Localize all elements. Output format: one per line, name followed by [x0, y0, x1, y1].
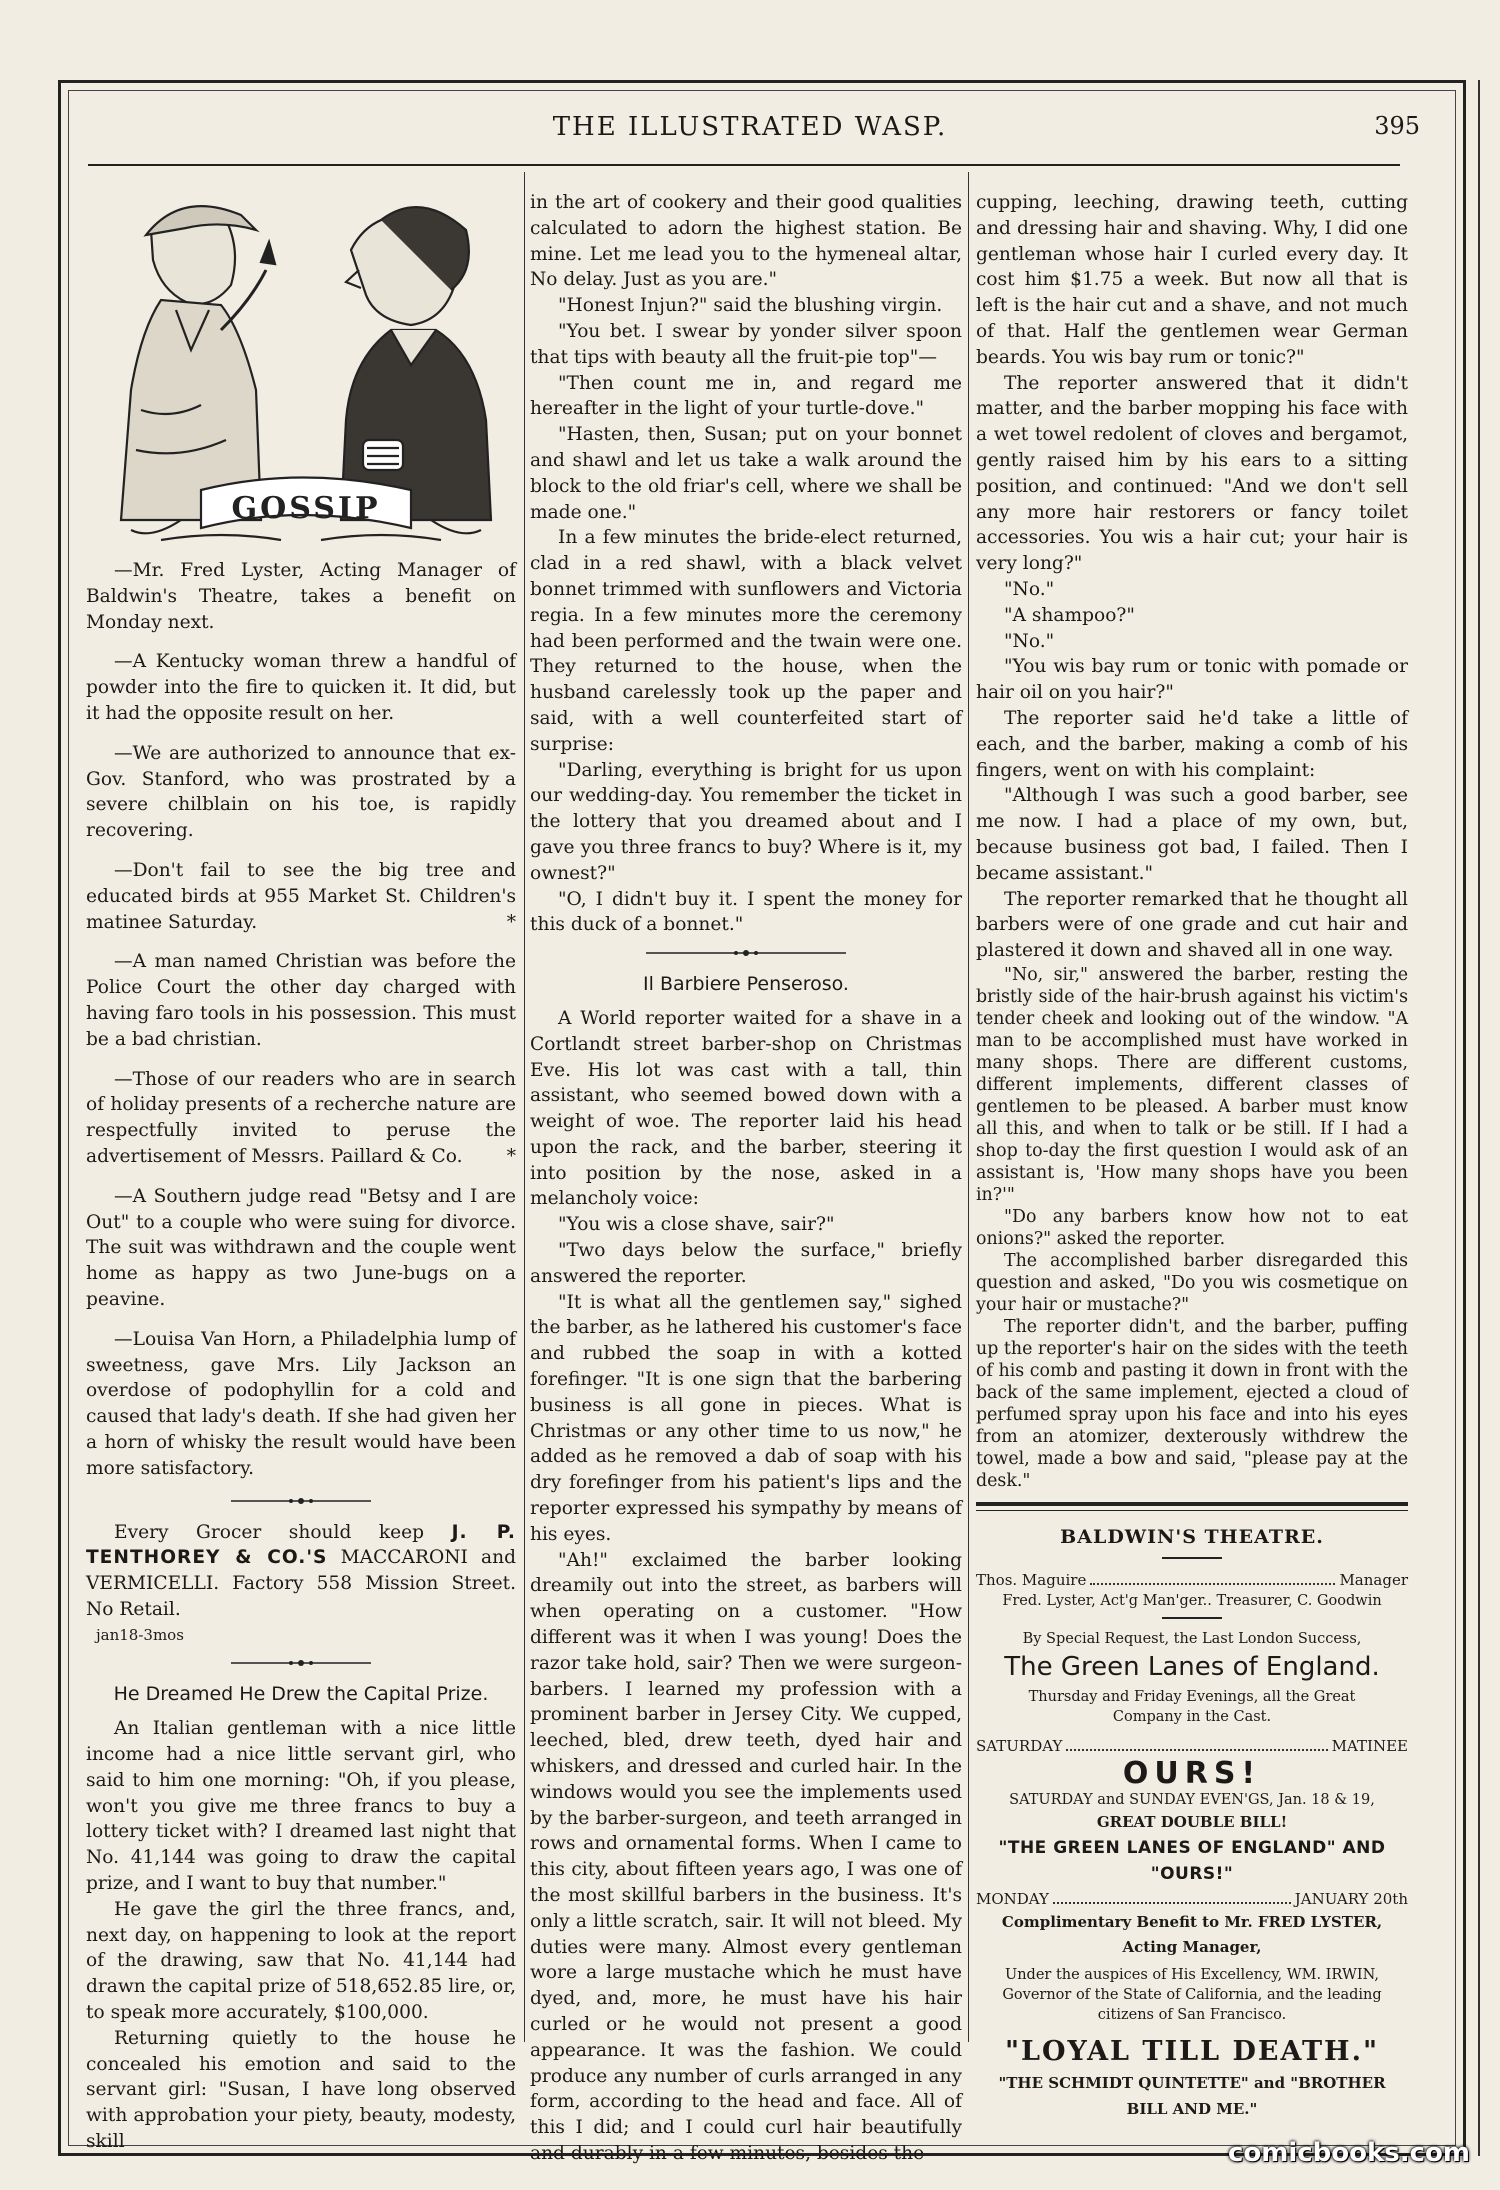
playbill-rule	[976, 1510, 1408, 1511]
grocer-advertisement: Every Grocer should keep J. P. TENTHOREY & CO.'S MACCARONI and VERMICELLI. Factory 558 Mission Street. No Retail. jan18-3mos	[86, 1520, 516, 1649]
gossip-item: —Louisa Van Horn, a Philadelphia lump of sweetness, gave Mrs. Lily Jackson an overdose of podophyllin for a cold and caused that lady's death. If she had given her a horn of whisky the result would have been more satisfactory.	[86, 1328, 516, 1479]
section-ornament	[530, 948, 962, 958]
gossip-item: —A Southern judge read "Betsy and I are Out" to a couple who were suing for divorce. The suit was withdrawn and the couple went home as happy as two June-bugs on a peavine.	[86, 1185, 516, 1310]
playbill-divider	[1162, 1557, 1222, 1559]
story-paragraph: "Ah!" exclaimed the barber looking dreamily out into the street, as barbers will when operating on a customer. "How different was it when I was young! Does the razor take hold, sair? Then we were surgeon-barbers. I learned my profession with a prominent barber in Jersey City. We cupped, leeched, bled, drew teeth, dyed hair and whiskers, and dressed and curled hair. In the windows would you see the implements used by the barber-surgeon, and teeth arranged in rows and ornamental forms. When I came to this city, about fifteen years ago, I was one of the most skillful barbers in the business. It's only a little scratch, sair. It will not bleed. My duties were many. Almost every gentleman wore a large mustache which he must have dyed, and, more, he must have his hair curled or he would not present a good appearance. It was the fashion. We could produce any number of curls arranged in any form, according to the head and face. All of this I did; and I could curl hair beautifully and durably in a few minutes, besides the	[530, 1549, 962, 2164]
page-header	[80, 112, 1420, 152]
section-ornament	[86, 1658, 516, 1668]
story-paragraph: "You wis bay rum or tonic with pomade or hair oil on you hair?"	[976, 656, 1408, 704]
story-paragraph: He gave the girl the three francs, and, next day, on happening to look at the report of the drawing, saw that No. 41,144 had drawn the capital prize of 518,652.85 lire, or, to speak more accurately, $100,000.	[86, 1898, 516, 2024]
story-paragraph: in the art of cookery and their good qualities calculated to adorn the highest station. Be mine. Let me lead you to the hymeneal altar, No delay. Just as you are."	[530, 192, 962, 291]
story-paragraph: The reporter said he'd take a little of each, and the barber, making a comb of his fingers, went on with his complaint:	[976, 707, 1408, 781]
story-paragraph: A World reporter waited for a shave in a Cortlandt street barber-shop on Christmas Eve. His lot was cast with a tall, thin assistant, who seemed bowed down with a weight of woe. The reporter laid his head upon the rack, and the barber, steering it into position by the nose, asked in a melancholy voice:	[530, 1007, 962, 1210]
star-mark: *	[506, 911, 516, 933]
story-paragraph: "You wis a close shave, sair?"	[558, 1214, 835, 1236]
star-mark: *	[506, 1145, 516, 1167]
show-times: Thursday and Friday Evenings, all the Great Company in the Cast.	[1028, 1688, 1356, 1725]
column-divider	[524, 172, 525, 2042]
saturday-line: SATURDAY MATINEE	[976, 1736, 1408, 1755]
after-piece: "THE SCHMIDT QUINTETTE" and "BROTHER BILL AND ME."	[998, 2074, 1386, 2118]
story-paragraph: "Do any barbers know how not to eat onions?" asked the reporter.	[976, 1206, 1408, 1249]
page-edge-rule	[1478, 80, 1480, 2156]
story-paragraph: Returning quietly to the house he concealed his emotion and said to the servant girl: "Susan, I have long observed with approbation your piety, beauty, modesty, skill	[86, 2027, 516, 2153]
monday-line: MONDAY JANUARY 20th	[976, 1889, 1408, 1908]
dense-text-block	[976, 964, 1408, 1492]
double-bill-heading: GREAT DOUBLE BILL!	[1096, 1813, 1288, 1832]
story-paragraph: "You bet. I swear by yonder silver spoon that tips with beauty all the fruit-pie top"—	[530, 320, 962, 368]
story-paragraph: "Darling, everything is bright for us upon our wedding-day. You remember the ticket in the lottery that you dreamed about and I gave you three francs to buy? Where is it, my ownest?"	[530, 759, 962, 884]
story-paragraph: "O, I didn't buy it. I spent the money for this duck of a bonnet."	[530, 888, 962, 936]
double-bill-titles: "THE GREEN LANES OF ENGLAND" AND "OURS!"	[998, 1838, 1386, 1884]
gossip-item: —A Kentucky woman threw a handful of powder into the fire to quicken it. It did, but it had the opposite result on her.	[86, 651, 516, 724]
story-paragraph: "Honest Injun?" said the blushing virgin.	[558, 295, 943, 317]
playbill-rule	[976, 1502, 1408, 1506]
story-paragraph: cupping, leeching, drawing teeth, cutting and dressing hair and shaving. Why, I did one gentleman whose hair I curled every day. It cost him $1.75 a week. But now all that is left is the hair cut and a shave, and not much of that. Half the gentlemen wear German beards. You wis bay rum or tonic?"	[976, 192, 1408, 368]
story-paragraph: "No."	[1004, 578, 1055, 600]
column-1	[86, 190, 516, 2155]
gossip-item: —We are authorized to announce that ex-Gov. Stanford, who was prostrated by a severe chilblain on his toe, is rapidly recovering.	[86, 742, 516, 842]
story-paragraph: The reporter answered that it didn't matter, and the barber mopping his face with a wet towel redolent of cloves and bergamot, gently raised him by his ears to a sitting position, and continued: "And we don't sell any more hair restorers or fancy toilet accessories. You wis a hair cut; your hair is very long?"	[976, 372, 1408, 575]
column-divider	[968, 172, 969, 2042]
ad-code: jan18-3mos	[96, 1625, 184, 1644]
section-ornament	[86, 1496, 516, 1506]
column-3	[976, 190, 1408, 2123]
site-watermark: comicbooks.com	[1227, 2138, 1470, 2168]
story-paragraph: "Although I was such a good barber, see me now. I had a place of my own, but, because business got bad, I failed. Then I became assistant."	[976, 785, 1408, 884]
story-paragraph: "A shampoo?"	[1004, 604, 1135, 626]
theatre-playbill	[976, 1525, 1408, 2123]
theatre-name: BALDWIN'S THEATRE.	[1060, 1525, 1324, 1548]
benefit-line: Complimentary Benefit to Mr. FRED LYSTER, Acting Manager,	[1001, 1912, 1383, 1957]
gossip-item: —Those of our readers who are in search of holiday presents of a recherche nature are respectfully invited to peruse the advertisement of Messrs. Paillard & Co. *	[86, 1067, 516, 1170]
story-paragraph: "No."	[1004, 630, 1055, 652]
auspices-line: Under the auspices of His Excellency, WM. IRWIN, Governor of the State of California, and the leading citizens of San Francisco.	[1002, 1967, 1382, 2024]
story-paragraph: "No, sir," answered the barber, resting the bristly side of the hair-brush against his victim's tender cheek and looking out of the window. "A man to be accomplished must have worked in many shops. There are different customs, different implements, different classes of gentlemen to be pleased. A barber must know all this, and when to talk or be still. If I had a shop to-day the first question I would ask of an assistant is, 'How many shops have you been in?'"	[976, 964, 1408, 1205]
story-paragraph: The accomplished barber disregarded this question and asked, "Do you wis cosmetique on your hair or mustache?"	[976, 1250, 1408, 1315]
show-title: The Green Lanes of England.	[1004, 1651, 1380, 1682]
staff-line: Fred. Lyster, Act'g Man'ger.. Treasurer, C. Goodwin	[1002, 1592, 1382, 1609]
ours-title: OURS!	[1122, 1755, 1262, 1791]
double-bill-date: SATURDAY and SUNDAY EVEN'GS, Jan. 18 & 19,	[1009, 1792, 1375, 1809]
header-rule	[88, 164, 1400, 166]
story-paragraph: The reporter remarked that he thought all barbers were of one grade and cut hair and plastered it down and shaved all in one way.	[976, 888, 1408, 962]
gossip-item: —A man named Christian was before the Police Court the other day charged with having faro tools in his possession. This must be a bad christian.	[86, 951, 516, 1050]
story-paragraph: "It is what all the gentlemen say," sighed the barber, as he lathered his customer's face and rubbed the soap in with a kotted forefinger. "It is one sign that the barbering business is all gone in pieces. What is Christmas or any other time to us now," he added as he removed a dab of soap with his dry forefinger from his patient's lips and the reporter expressed his sympathy by means of his eyes.	[530, 1291, 962, 1545]
gossip-item: —Mr. Fred Lyster, Acting Manager of Baldwin's Theatre, takes a benefit on Monday next.	[86, 560, 516, 633]
page-number: 395	[1374, 112, 1420, 140]
section-title: Il Barbiere Penseroso.	[643, 973, 849, 996]
story-paragraph: "Hasten, then, Susan; put on your bonnet and shawl and let us take a walk around the block to the old friar's cell, where we shall be made one."	[530, 424, 962, 523]
gossip-banner-text: GOSSIP	[231, 491, 381, 526]
story-paragraph: In a few minutes the bride-elect returned, clad in a red shawl, with a black velvet bonnet trimmed with sunflowers and Victoria regia. In a few minutes more the ceremony had been performed and the twain were one. They returned to the house, when the husband carelessly took up the paper and said, with a well counterfeited start of surprise:	[530, 527, 962, 755]
gossip-illustration	[91, 190, 511, 550]
gossip-item: —Don't fail to see the big tree and educated birds at 955 Market St. Children's matinee Saturday. *	[86, 858, 516, 935]
column-2	[530, 190, 962, 2167]
story-paragraph: An Italian gentleman with a nice little income had a nice little servant girl, who said to him one morning: "Oh, if you please, won't you give me three francs to buy a lottery ticket with? I dreamed last night that No. 41,144 was going to draw the capital prize, and I want to buy that number."	[86, 1718, 516, 1895]
story-paragraph: "Then count me in, and regard me hereafter in the light of your turtle-dove."	[530, 372, 962, 420]
masthead-title: THE ILLUSTRATED WASP.	[552, 112, 948, 142]
request-line: By Special Request, the Last London Success,	[1022, 1630, 1362, 1647]
story-paragraph: The reporter didn't, and the barber, puffing up the reporter's hair on the sides with the teeth of his comb and pasting it down in front with the back of the same implement, ejected a cloud of perfumed spray upon his face and into his eyes from an atomizer, dexterously withdrew the towel, made a bow and said, "please pay at the desk."	[976, 1316, 1408, 1491]
manager-line: Thos. Maguire Manager	[976, 1570, 1408, 1589]
story-title: He Dreamed He Drew the Capital Prize.	[113, 1683, 489, 1706]
playbill-divider	[1162, 1617, 1222, 1619]
loyal-till-death-title: "LOYAL TILL DEATH."	[1004, 2036, 1380, 2068]
story-paragraph: "Two days below the surface," briefly answered the reporter.	[530, 1240, 962, 1287]
